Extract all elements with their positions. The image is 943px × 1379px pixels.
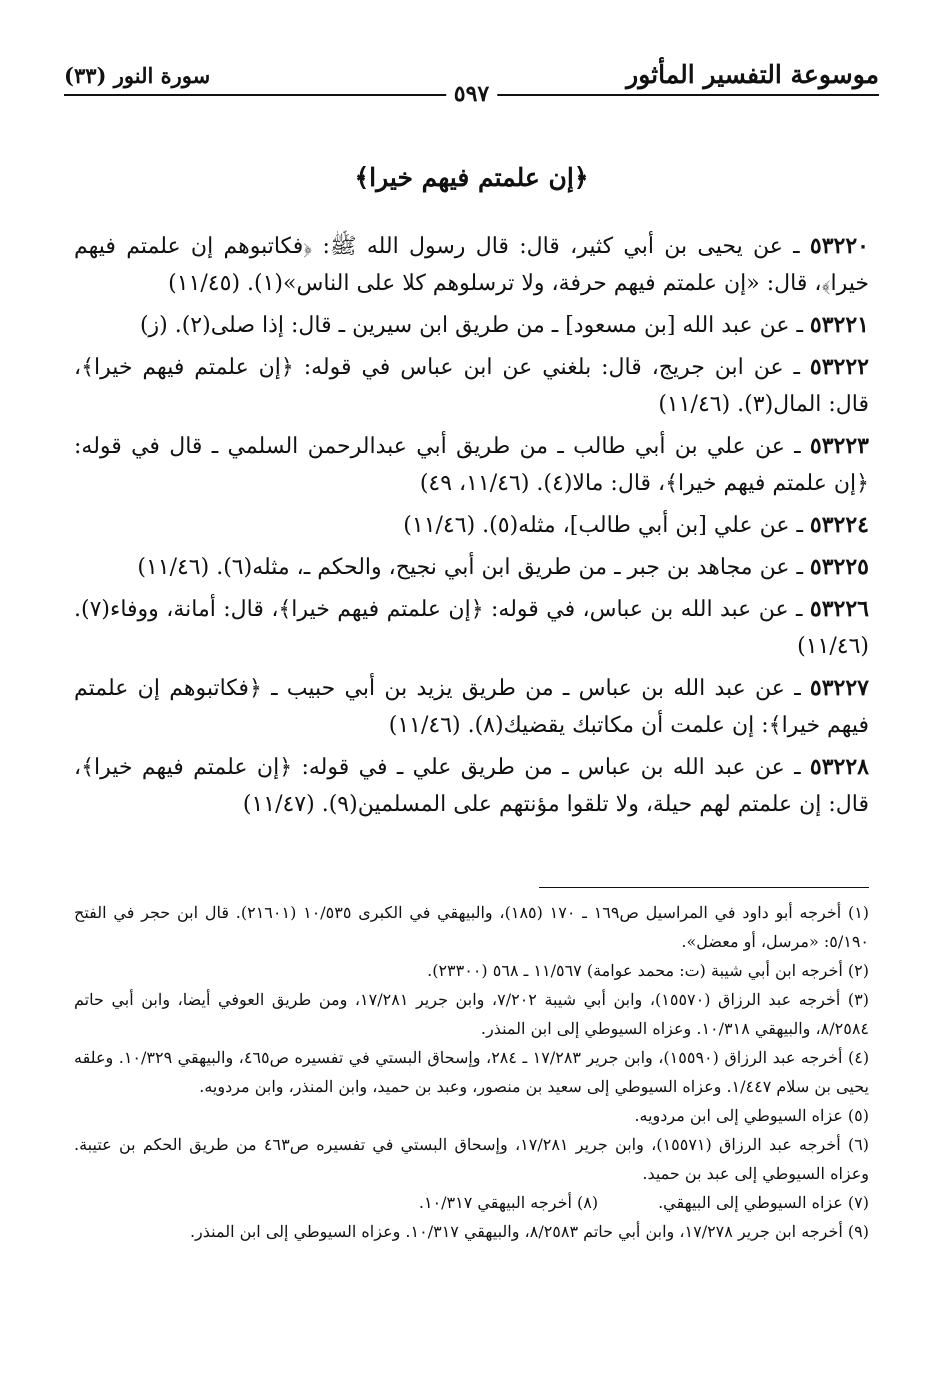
entry-text: ـ عن مجاهد بن جبر ـ من طريق ابن أبي نجيح، والحكم ـ، مثله(٦). (١١/٤٦) — [137, 555, 810, 580]
entry-text: ـ عن عبد الله بن عباس ـ من طريق علي ـ في قوله: ﴿إن علمتم فيهم خيرا﴾، قال: إن علمتم لهم حيلة، ولا تلقوا مؤنتهم على المسلمين(٩). (١١/٤٧) — [74, 755, 869, 817]
entry — [74, 549, 869, 586]
entry-number: ٥٣٢٢٧ — [809, 675, 869, 701]
entry — [74, 428, 869, 502]
footnote: (٤) أخرجه عبد الرزاق (١٥٥٩٠)، وابن جرير ١٧/٢٨٣ ـ ٢٨٤، وإسحاق البستي في تفسيره ص٤٦٥، والبيهقي ١٠/٣٢٩. وعلقه يحيى بن سلام ١/٤٤٧. وعزاه السيوطي إلى سعيد بن منصور، وعبد بن حميد، وابن المنذر، وابن مردويه. — [74, 1048, 870, 1096]
footnote-pair — [74, 1188, 869, 1217]
entries-list — [74, 228, 869, 828]
entry-text: ـ عن علي بن أبي طالب ـ من طريق أبي عبدالرحمن السلمي ـ قال في قوله: ﴿إن علمتم فيهم خيرا﴾، قال: مالا(٤). (١١/٤٦، ٤٩) — [74, 434, 869, 496]
footnote: (٨) أخرجه البيهقي ١٠/٣١٧. — [418, 1193, 599, 1212]
surah-label: سورة النور (٣٣) — [64, 63, 211, 88]
footnote: (٣) أخرجه عبد الرزاق (١٥٥٧٠)، وابن أبي شيبة ٧/٢٠٢، وابن جرير ١٧/٢٨١، ومن طريق العوفي أيضا، وابن أبي حاتم ٨/٢٥٨٤، والبيهقي ١٠/٣١٨. وعزاه السيوطي إلى ابن المنذر. — [74, 990, 870, 1038]
page-number: ٥٩٧ — [446, 80, 497, 108]
page-header — [64, 60, 879, 107]
footnote: (٦) أخرجه عبد الرزاق (١٥٥٧١)، وابن جرير ١٧/٢٨١، وإسحاق البستي في تفسيره ص٤٦٣ من طريق الحكم بن عتيبة. وعزاه السيوطي إلى عبد بن حميد. — [74, 1135, 870, 1183]
verse-heading: ﴿إن علمتم فيهم خيرا﴾ — [354, 163, 589, 192]
footnotes — [74, 898, 869, 1246]
footnote: (٧) عزاه السيوطي إلى البيهقي. — [658, 1193, 869, 1212]
entry-number: ٥٣٢٢٢ — [809, 354, 869, 380]
footnote: (٩) أخرجه ابن جرير ١٧/٢٧٨، وابن أبي حاتم ٨/٢٥٨٣، والبيهقي ١٠/٣١٧. وعزاه السيوطي إلى ابن المنذر. — [189, 1222, 869, 1241]
entry-number: ٥٣٢٢٨ — [809, 754, 869, 780]
entry-number: ٥٣٢٢٤ — [809, 512, 869, 538]
entry-number: ٥٣٢٢٠ — [809, 233, 869, 259]
entry-text: ـ عن يحيى بن أبي كثير، قال: قال رسول الله ﷺ: ﴿فكاتبوهم إن علمتم فيهم خيرا﴾، قال: «إن علمتم فيهم حرفة، ولا ترسلوهم كلا على الناس»(١). (١١/٤٥) — [74, 234, 869, 296]
entry — [74, 591, 869, 665]
book-title: موسوعة التفسير المأثور — [626, 60, 879, 89]
entry — [74, 507, 869, 544]
entry — [74, 749, 869, 823]
entry-text: ـ عن عبد الله [بن مسعود] ـ من طريق ابن سيرين ـ قال: إذا صلى(٢). (ز) — [139, 313, 810, 338]
entry-text: ـ عن عبد الله بن عباس ـ من طريق يزيد بن أبي حبيب ـ ﴿فكاتبوهم إن علمتم فيهم خيرا﴾: إن علمت أن مكاتبك يقضيك(٨). (١١/٤٦) — [74, 676, 869, 738]
entry-number: ٥٣٢٢٦ — [809, 596, 869, 622]
entry-text: ـ عن ابن جريج، قال: بلغني عن ابن عباس في قوله: ﴿إن علمتم فيهم خيرا﴾، قال: المال(٣). (١١/٤٦) — [74, 355, 869, 417]
entry — [74, 349, 869, 423]
entry-number: ٥٣٢٢٥ — [809, 554, 869, 580]
footnote-separator — [539, 887, 869, 888]
footnote: (٢) أخرجه ابن أبي شيبة (ت: محمد عوامة) ١١/٥٦٧ ـ ٥٦٨ (٢٣٣٠٠). — [427, 961, 869, 980]
footnote: (١) أخرجه أبو داود في المراسيل ص١٦٩ ـ ١٧٠ (١٨٥)، والبيهقي في الكبرى ١٠/٥٣٥ (٢١٦٠١). قال ابن حجر في الفتح ٥/١٩٠: «مرسل، أو معضل». — [74, 903, 870, 951]
entry — [74, 228, 869, 302]
entry-text: ـ عن عبد الله بن عباس، في قوله: ﴿إن علمتم فيهم خيرا﴾، قال: أمانة، ووفاء(٧). (١١/٤٦) — [74, 597, 869, 659]
entry — [74, 670, 869, 744]
entry — [74, 307, 869, 344]
entry-text: ـ عن علي [بن أبي طالب]، مثله(٥). (١١/٤٦) — [403, 513, 810, 538]
entry-number: ٥٣٢٢١ — [809, 312, 869, 338]
entry-number: ٥٣٢٢٣ — [809, 433, 869, 459]
footnote: (٥) عزاه السيوطي إلى ابن مردويه. — [634, 1106, 869, 1125]
